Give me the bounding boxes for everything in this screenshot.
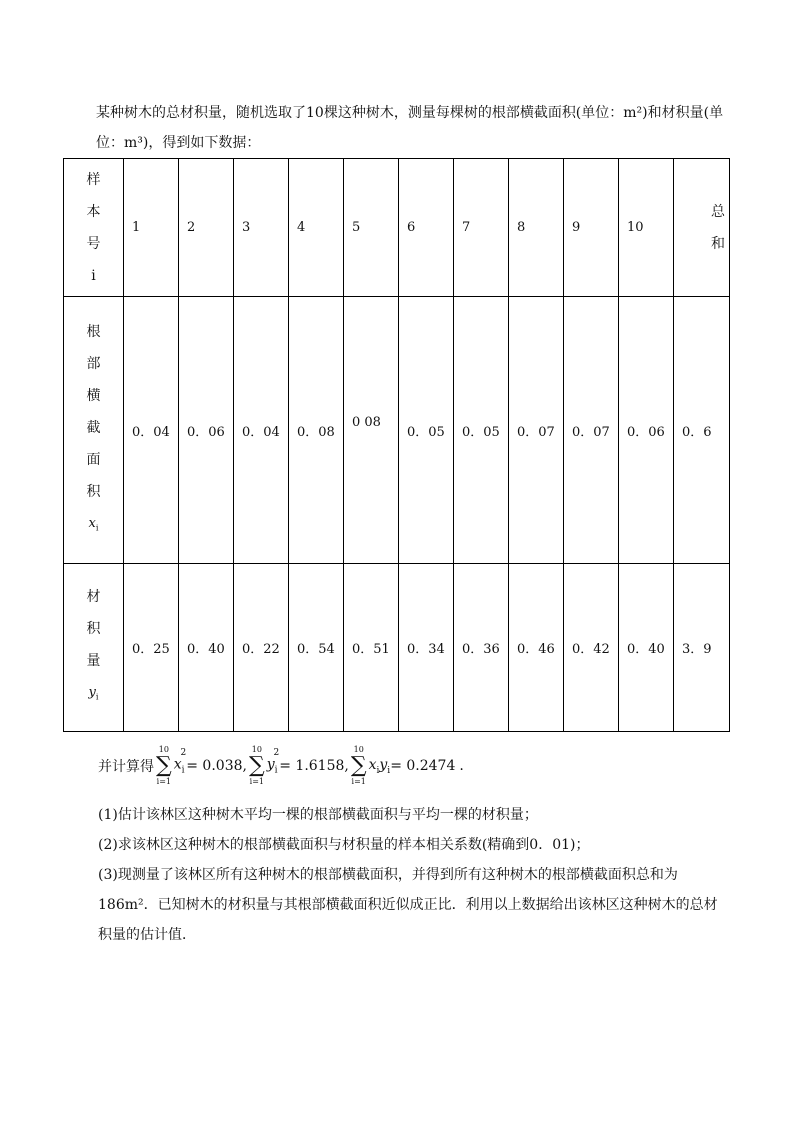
x-value-cell: 0．05: [454, 297, 509, 564]
label-char: 横: [86, 387, 101, 404]
label-char: 部: [86, 355, 101, 372]
x-total-cell: 0．6: [674, 297, 730, 564]
label-char: 总: [711, 203, 725, 220]
sum-symbol: 10 ∑ i=1: [156, 745, 172, 786]
y-value-cell: 0．42: [564, 564, 619, 732]
sample-id-cell: 5: [344, 159, 399, 297]
formula-prefix: 并计算得: [98, 759, 154, 775]
y-value-cell: 0．36: [454, 564, 509, 732]
sum-symbol: 10 ∑ i=1: [350, 745, 367, 786]
sample-id-cell: 3: [234, 159, 289, 297]
y-total-cell: 3．9: [674, 564, 730, 732]
x-value-cell: 0．05: [399, 297, 454, 564]
label-char: 材: [86, 589, 101, 606]
y-value-cell: 0．25: [124, 564, 179, 732]
x-value-cell: 0．07: [509, 297, 564, 564]
x-label-cell: [64, 297, 124, 564]
x-value-cell: 0．04: [124, 297, 179, 564]
sample-id-cell: 4: [289, 159, 344, 297]
x-value-cell: 0．04: [234, 297, 289, 564]
question-1: (1)估计该林区这种树木平均一棵的根部横截面积与平均一棵的材积量；: [98, 807, 538, 823]
sample-id-cell: 2: [179, 159, 234, 297]
x-value-cell: 0 08: [344, 297, 399, 564]
header-label-cell: [64, 159, 124, 297]
x-value-cell: 0．06: [179, 297, 234, 564]
term1-rhs: = 0.038,: [186, 758, 247, 774]
sample-id-cell: 8: [509, 159, 564, 297]
table-row-header: [64, 159, 730, 297]
x-value-cell: 0．08: [289, 297, 344, 564]
y-value-cell: 0．54: [289, 564, 344, 732]
label-char: 面: [86, 451, 101, 468]
question-3-line-2: 186m²．已知树木的材积量与其根部横截面积近似成正比．利用以上数据给出该林区这种树木的总材: [98, 897, 718, 913]
label-char: 样: [86, 171, 101, 188]
formula-suffix: .: [459, 758, 464, 774]
x-value-cell: 0．07: [564, 297, 619, 564]
question-3-line-1: (3)现测量了该林区所有这种树木的根部横截面积，并得到所有这种树木的根部横截面积总和为: [98, 867, 678, 883]
questions: [98, 800, 738, 950]
y-value-cell: 0．40: [179, 564, 234, 732]
question-3-line-3: 积量的估计值．: [98, 927, 196, 943]
label-char: 根: [86, 323, 101, 340]
sample-id-cell: 7: [454, 159, 509, 297]
y-value-cell: 0．22: [234, 564, 289, 732]
label-char: 号: [86, 235, 101, 252]
y-label-cell: [64, 564, 124, 732]
table-row-y: [64, 564, 730, 732]
y-value-cell: 0．46: [509, 564, 564, 732]
sum-symbol: 10 ∑ i=1: [248, 745, 265, 786]
label-char: 本: [86, 203, 101, 220]
x-value-cell: 0．06: [619, 297, 674, 564]
term3-rhs: = 0.2474: [390, 758, 456, 774]
term-xy: $x_iy_i$: [368, 756, 391, 776]
sample-id-cell: 10: [619, 159, 674, 297]
variable-symbol: $x_i$: [88, 515, 99, 533]
variable-symbol: $y_i$: [88, 685, 99, 702]
label-char: 积: [86, 621, 101, 638]
sum-formula: [98, 742, 464, 790]
label-char: 积: [86, 483, 101, 500]
sample-id-cell: 9: [564, 159, 619, 297]
label-char: 和: [711, 235, 725, 252]
data-table: [63, 158, 730, 732]
y-value-cell: 0．40: [619, 564, 674, 732]
total-label-cell: [674, 159, 730, 297]
term2-rhs: = 1.6158,: [279, 758, 349, 774]
label-char: 截: [86, 419, 101, 436]
sample-id-cell: 1: [124, 159, 179, 297]
term-y-squared: $y_i^2$: [266, 748, 280, 776]
problem-intro: 某种树木的总材积量，随机选取了10棵这种树木，测量每棵树的根部横截面积(单位：m²)和材积量(单位：m³)，得到如下数据：: [96, 105, 724, 151]
label-char: i: [91, 267, 96, 284]
y-value-cell: 0．51: [344, 564, 399, 732]
label-char: 量: [86, 653, 101, 670]
table-row-x: [64, 297, 730, 564]
question-2: (2)求该林区这种树木的根部横截面积与材积量的样本相关系数(精确到0．01)；: [98, 837, 590, 853]
y-value-cell: 0．34: [399, 564, 454, 732]
sample-id-cell: 6: [399, 159, 454, 297]
term-x-squared: $x_i^2$: [173, 748, 187, 776]
